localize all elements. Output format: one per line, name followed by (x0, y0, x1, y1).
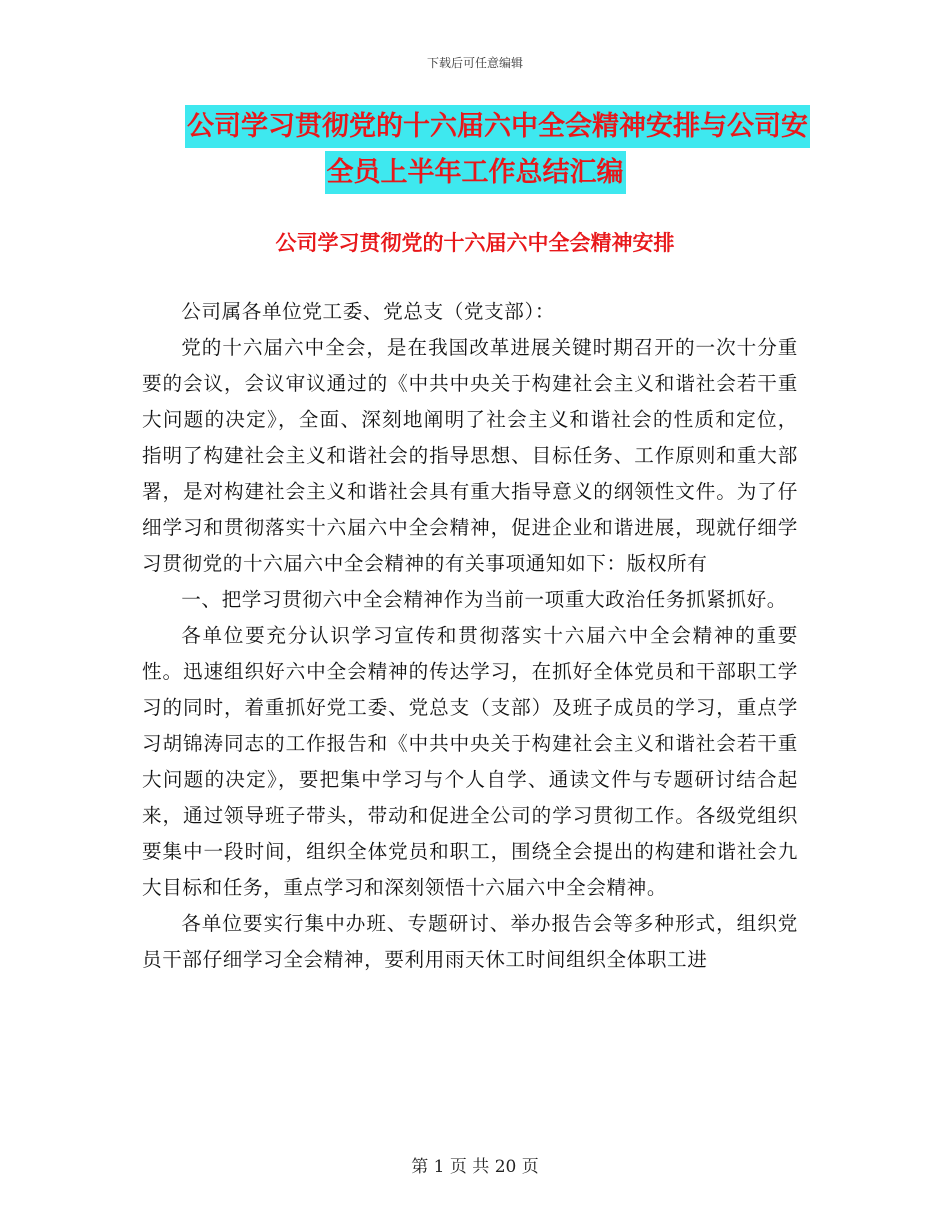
paragraph-salutation: 公司属各单位党工委、党总支（党支部）： (181, 300, 556, 323)
page-header-note: 下载后可任意编辑 (426, 56, 523, 70)
page-footer: 第 1 页 共 20 页 (411, 1157, 539, 1177)
paragraph: 各单位要实行集中办班、专题研讨、举办报告会等多种形式，组织党员干部仔细学习全会精神，要利用雨天休工时间组织全体职工进 (142, 912, 798, 971)
document-title-line-2 (0, 158, 950, 188)
paragraph-heading-1: 一、把学习贯彻六中全会精神作为当前一项重大政治任务抓紧抓好。 (181, 588, 787, 611)
title-highlight-2: 全员上半年工作总结汇编 (325, 151, 626, 194)
section-title: 公司学习贯彻党的十六届六中全会精神安排 (275, 231, 675, 255)
paragraph: 党的十六届六中全会，是在我国改革进展关键时期召开的一次十分重要的会议，会议审议通过的《中共中央关于构建社会主义和谐社会若干重大问题的决定》，全面、深刻地阐明了社会主义和谐社会的性质和定位，指明了构建社会主义和谐社会的指导思想、目标任务、工作原则和重大部署，是对构建社会主义和谐社会具有重大指导意义的纲领性文件。为了仔细学习和贯彻落实十六届六中全会精神，促进企业和谐进展，现就仔细学习贯彻党的十六届六中全会精神的有关事项通知如下：版权所有 (142, 336, 798, 575)
title-highlight-1: 公司学习贯彻党的十六届六中全会精神安排与公司安 (185, 105, 810, 148)
paragraph: 各单位要充分认识学习宣传和贯彻落实十六届六中全会精神的重要性。迅速组织好六中全会精神的传达学习，在抓好全体党员和干部职工学习的同时，着重抓好党工委、党总支（支部）及班子成员的学习，重点学习胡锦涛同志的工作报告和《中共中央关于构建社会主义和谐社会若干重大问题的决定》，要把集中学习与个人自学、通读文件与专题研讨结合起来，通过领导班子带头，带动和促进全公司的学习贯彻工作。各级党组织要集中一段时间，组织全体党员和职工，围绕全会提出的构建和谐社会九大目标和任务，重点学习和深刻领悟十六届六中全会精神。 (142, 624, 798, 899)
document-title-line-1 (0, 112, 950, 142)
document-body (142, 294, 798, 978)
